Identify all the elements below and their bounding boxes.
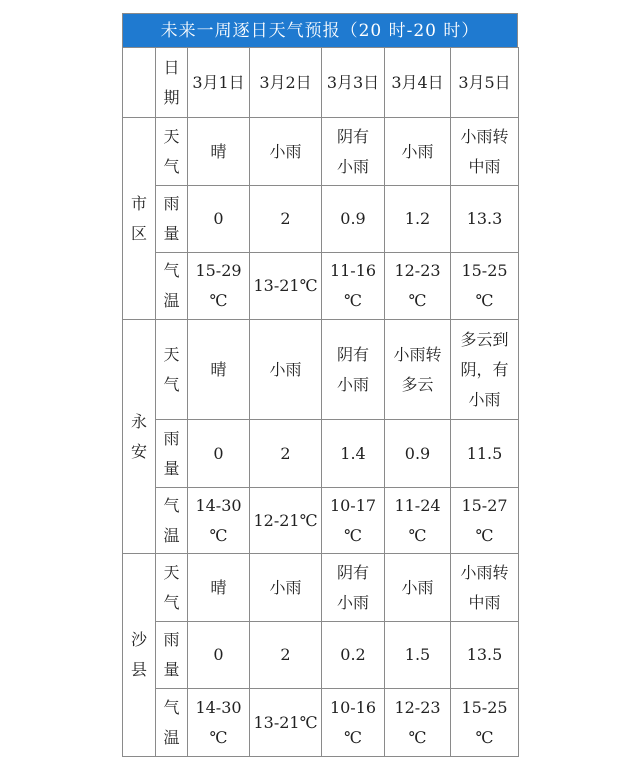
rain-text: 0.9 (404, 443, 431, 463)
temp-cell (451, 689, 519, 757)
temp-text: 10-16 ℃ (329, 697, 377, 747)
table-row (123, 622, 519, 689)
row-label-text: 雨 量 (163, 630, 180, 679)
date-header: 3月2日 (250, 48, 322, 118)
forecast-table (122, 47, 519, 757)
temp-text: 14-30 ℃ (195, 697, 242, 747)
rain-text: 0 (213, 443, 224, 463)
table-row (123, 420, 519, 488)
weather-cell (451, 118, 519, 186)
corner-cell (123, 48, 156, 118)
rain-text: 11.5 (466, 443, 503, 463)
temp-cell (322, 689, 385, 757)
temp-cell (250, 488, 322, 554)
temp-text: 10-17 ℃ (329, 495, 377, 545)
weather-cell (451, 320, 519, 420)
rain-cell (385, 420, 451, 488)
temp-cell (250, 253, 322, 320)
temp-text: 14-30 ℃ (195, 495, 242, 545)
temp-cell (385, 689, 451, 757)
weather-text: 小雨 (401, 577, 434, 597)
temp-cell (322, 488, 385, 554)
rain-cell (322, 420, 385, 488)
temp-text: 11-16 ℃ (329, 261, 377, 310)
table-row (123, 186, 519, 253)
date-row (123, 48, 519, 118)
temp-text: 13-21℃ (253, 276, 318, 295)
row-label-temp (156, 488, 188, 554)
temp-text: 12-23 ℃ (394, 697, 441, 747)
weather-cell (250, 554, 322, 622)
table-title: 未来一周逐日天气预报（20 时-20 时） (122, 13, 518, 47)
temp-cell (250, 689, 322, 757)
row-label-rain (156, 420, 188, 488)
weather-text: 小雨转 多云 (393, 344, 442, 394)
rain-cell (451, 622, 519, 689)
temp-cell (385, 488, 451, 554)
region-name-text: 市 区 (130, 193, 147, 243)
weather-cell (188, 118, 250, 186)
table-row (123, 253, 519, 320)
rain-text: 0 (213, 645, 224, 664)
region-name-text: 永 安 (130, 411, 147, 461)
temp-cell (188, 689, 250, 757)
weather-cell (322, 320, 385, 420)
table-row (123, 488, 519, 554)
temp-text: 15-25 ℃ (461, 261, 508, 310)
weather-text: 阴有 小雨 (336, 344, 369, 394)
temp-cell (451, 253, 519, 320)
forecast-table-container (122, 13, 518, 757)
row-label-text: 天 气 (163, 126, 180, 176)
date-header: 3月5日 (451, 48, 519, 118)
weather-cell (322, 118, 385, 186)
weather-cell (385, 118, 451, 186)
row-label-text: 雨 量 (163, 428, 180, 478)
table-row (123, 118, 519, 186)
rain-cell (250, 622, 322, 689)
weather-cell (188, 554, 250, 622)
row-label-temp (156, 689, 188, 757)
row-label-text: 雨 量 (163, 194, 180, 243)
region-name-text: 沙 县 (130, 630, 147, 679)
weather-cell (250, 118, 322, 186)
row-label-rain (156, 622, 188, 689)
rain-cell (250, 420, 322, 488)
region-name (123, 320, 156, 554)
row-label-text: 天 气 (163, 562, 180, 612)
date-header: 3月1日 (188, 48, 250, 118)
weather-cell (385, 554, 451, 622)
rain-text: 2 (280, 209, 291, 228)
rain-cell (385, 622, 451, 689)
rain-cell (188, 622, 250, 689)
rain-cell (188, 420, 250, 488)
temp-cell (322, 253, 385, 320)
rain-text: 0.9 (340, 209, 366, 228)
temp-text: 13-21℃ (253, 712, 318, 732)
row-label-weather (156, 320, 188, 420)
weather-cell (385, 320, 451, 420)
temp-text: 12-21℃ (253, 510, 318, 530)
temp-cell (188, 488, 250, 554)
region-name (123, 118, 156, 320)
temp-text: 11-24 ℃ (394, 495, 441, 545)
row-label-text: 天 气 (163, 344, 180, 394)
rain-cell (322, 622, 385, 689)
weather-text: 小雨 (269, 577, 302, 597)
rain-text: 0.2 (340, 645, 366, 664)
weather-text: 晴 (210, 359, 227, 379)
rain-text: 2 (280, 443, 291, 463)
table-row (123, 689, 519, 757)
weather-text: 小雨 (269, 359, 302, 379)
weather-text: 晴 (210, 141, 227, 161)
rain-text: 13.3 (466, 209, 503, 228)
rain-text: 13.5 (466, 645, 503, 664)
weather-cell (322, 554, 385, 622)
temp-cell (385, 253, 451, 320)
temp-cell (451, 488, 519, 554)
row-label-text: 气 温 (163, 697, 180, 747)
temp-text: 15-29 ℃ (195, 261, 242, 310)
rain-text: 0 (213, 209, 224, 228)
weather-text: 晴 (210, 577, 227, 597)
rain-cell (385, 186, 451, 253)
row-label-weather (156, 118, 188, 186)
weather-cell (250, 320, 322, 420)
region-name (123, 554, 156, 757)
row-label-rain (156, 186, 188, 253)
weather-text: 小雨转 中雨 (460, 562, 509, 612)
weather-text: 小雨 (401, 141, 434, 161)
table-row (123, 554, 519, 622)
rain-text: 1.5 (404, 645, 431, 664)
row-label-weather (156, 554, 188, 622)
row-label-text: 气 温 (163, 261, 180, 310)
weather-cell (451, 554, 519, 622)
weather-text: 阴有 小雨 (336, 562, 369, 612)
rain-text: 1.2 (404, 209, 431, 228)
rain-text: 1.4 (340, 443, 366, 463)
rain-cell (451, 186, 519, 253)
rain-cell (451, 420, 519, 488)
date-header: 3月3日 (322, 48, 385, 118)
weather-text: 阴有 小雨 (336, 126, 369, 176)
weather-text: 小雨 (269, 141, 302, 161)
date-label (156, 48, 188, 118)
row-label-temp (156, 253, 188, 320)
row-label-text: 气 温 (163, 495, 180, 545)
table-row (123, 320, 519, 420)
weather-cell (188, 320, 250, 420)
temp-text: 12-23 ℃ (394, 261, 441, 310)
rain-cell (188, 186, 250, 253)
temp-text: 15-25 ℃ (461, 697, 508, 747)
rain-text: 2 (280, 645, 291, 664)
rain-cell (322, 186, 385, 253)
temp-text: 15-27 ℃ (461, 495, 508, 545)
rain-cell (250, 186, 322, 253)
weather-text: 多云到 阴，有 小雨 (460, 329, 509, 409)
weather-text: 小雨转 中雨 (460, 126, 509, 176)
date-header: 3月4日 (385, 48, 451, 118)
date-label-text: 日 期 (163, 57, 180, 107)
temp-cell (188, 253, 250, 320)
